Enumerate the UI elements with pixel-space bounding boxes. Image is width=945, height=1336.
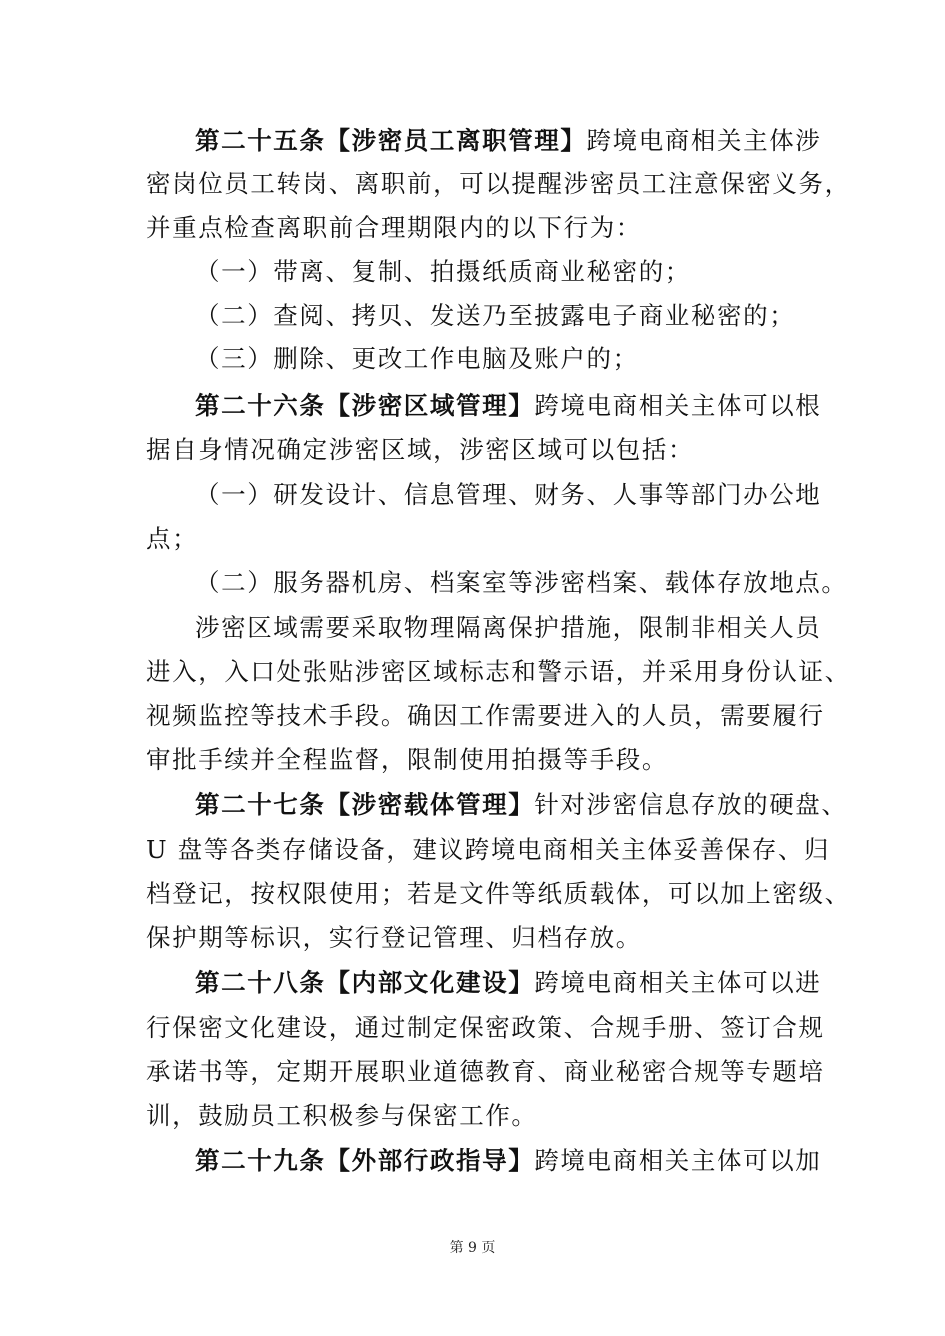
article-26-item-1: （一）研发设计、信息管理、财务、人事等部门办公地	[195, 480, 822, 509]
article-25-item-3: （三）删除、更改工作电脑及账户的；	[195, 344, 639, 373]
article-27-text: 针对涉密信息存放的硬盘、	[534, 790, 848, 819]
article-29-text: 跨境电商相关主体可以加	[534, 1146, 822, 1175]
article-28-heading: 第二十八条【内部文化建设】	[195, 968, 535, 997]
article-26-para-line-2: 进入，入口处张贴涉密区域标志和警示语，并采用身份认证、	[146, 657, 851, 686]
article-25-heading: 第二十五条【涉密员工离职管理】	[195, 126, 587, 155]
article-26-line-2: 据自身情况确定涉密区域，涉密区域可以包括：	[146, 435, 695, 464]
article-26-text: 跨境电商相关主体可以根	[534, 391, 822, 420]
article-27-line-4: 保护期等标识，实行登记管理、归档存放。	[146, 923, 642, 952]
article-26-para-line-3: 视频监控等技术手段。确因工作需要进入的人员，需要履行	[146, 701, 825, 730]
article-25-line-3: 并重点检查离职前合理期限内的以下行为：	[146, 213, 642, 242]
article-25-first-line	[195, 121, 822, 161]
article-25-item-2: （二）查阅、拷贝、发送乃至披露电子商业秘密的；	[195, 301, 796, 330]
article-28-line-2: 行保密文化建设，通过制定保密政策、合规手册、签订合规	[146, 1013, 825, 1042]
page-number: 第 9 页	[449, 1240, 496, 1256]
article-27-line-2: U 盘等各类存储设备，建议跨境电商相关主体妥善保存、归	[146, 835, 831, 864]
article-25-text: 跨境电商相关主体涉	[586, 126, 822, 155]
article-27-first-line	[195, 785, 848, 825]
article-26-para-line-1: 涉密区域需要采取物理隔离保护措施，限制非相关人员	[195, 613, 822, 642]
article-26-first-line	[195, 386, 822, 426]
article-28-first-line	[195, 963, 822, 1003]
article-28-text: 跨境电商相关主体可以进	[534, 968, 822, 997]
article-28-line-3: 承诺书等，定期开展职业道德教育、商业秘密合规等专题培	[146, 1057, 825, 1086]
article-25-line-2: 密岗位员工转岗、离职前，可以提醒涉密员工注意保密义务，	[146, 169, 851, 198]
article-26-item-1-cont: 点；	[146, 524, 199, 553]
article-27-line-3: 档登记，按权限使用；若是文件等纸质载体，可以加上密级、	[146, 879, 851, 908]
article-29-first-line	[195, 1141, 822, 1181]
article-27-heading: 第二十七条【涉密载体管理】	[195, 790, 535, 819]
article-26-item-2: （二）服务器机房、档案室等涉密档案、载体存放地点。	[195, 568, 848, 597]
article-26-para-line-4: 审批手续并全程监督，限制使用拍摄等手段。	[146, 745, 668, 774]
article-29-heading: 第二十九条【外部行政指导】	[195, 1146, 535, 1175]
article-25-item-1: （一）带离、复制、拍摄纸质商业秘密的；	[195, 257, 691, 286]
article-28-line-4: 训，鼓励员工积极参与保密工作。	[146, 1101, 538, 1130]
article-26-heading: 第二十六条【涉密区域管理】	[195, 391, 535, 420]
